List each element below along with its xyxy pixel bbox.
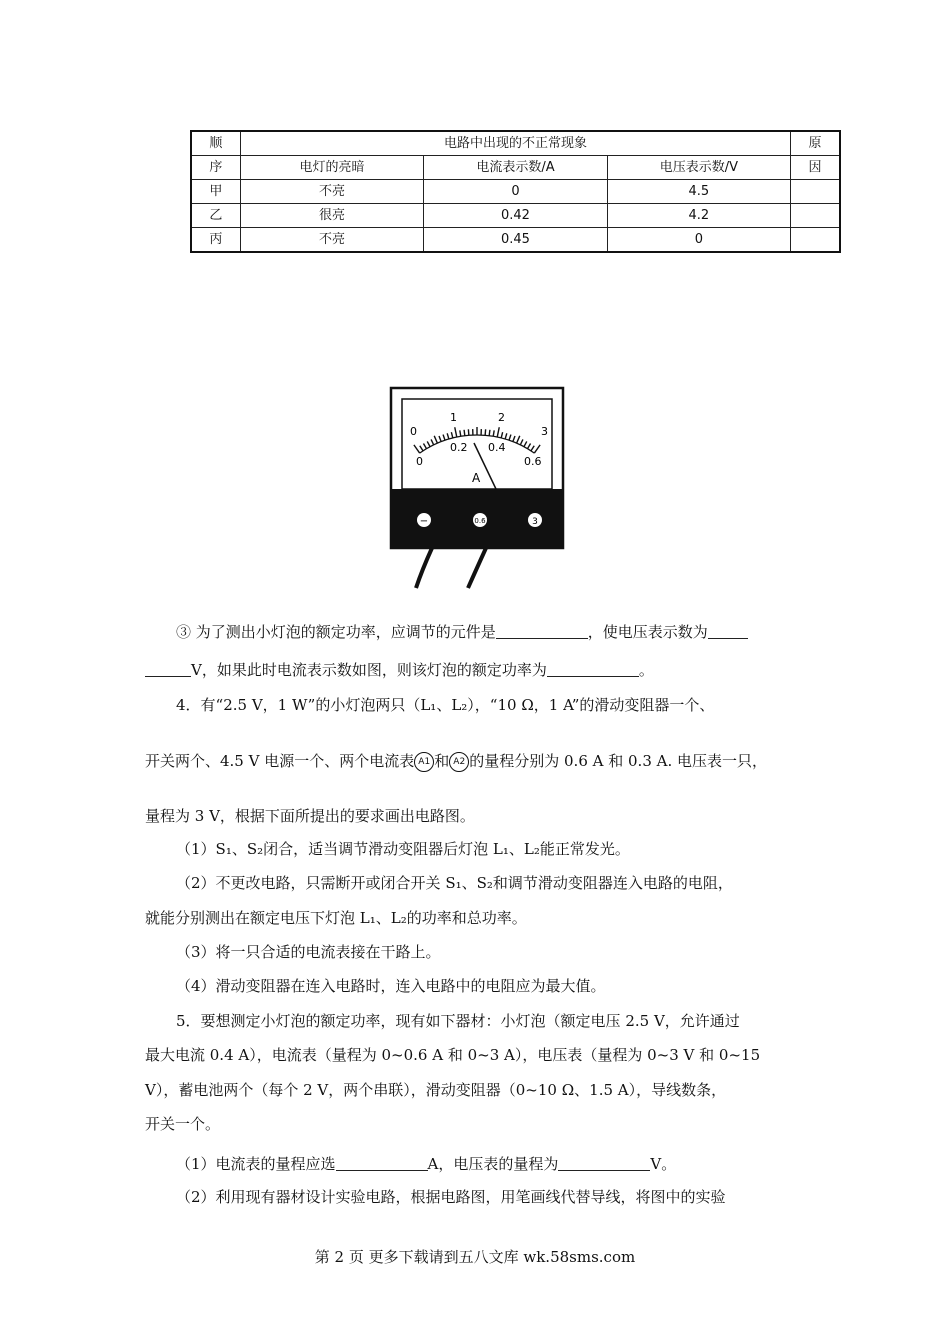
row-label: 甲 bbox=[191, 180, 240, 204]
scale-tick bbox=[460, 430, 461, 436]
q3-line-1: ③ 为了测出小灯泡的额定功率，应调节的元件是 ，使电压表示数为 bbox=[176, 622, 846, 642]
row-label: 丙 bbox=[191, 228, 240, 253]
lead-wire-right bbox=[468, 548, 486, 588]
q4-item-1: （1）S₁、S₂闭合，适当调节滑动变阻器后灯泡 L₁、L₂能正常发光。 bbox=[176, 840, 630, 858]
scale-tick bbox=[489, 430, 490, 436]
q5-item-1: （1）电流表的量程应选 A，电压表的量程为 V。 bbox=[176, 1155, 677, 1173]
subheader-voltage: 电压表示数/V bbox=[607, 156, 790, 180]
answer-blank[interactable] bbox=[145, 662, 191, 677]
bottom-scale-label-2: 0.4 bbox=[488, 441, 506, 454]
fault-table bbox=[190, 130, 841, 253]
table-header-row bbox=[191, 131, 840, 156]
top-scale-label-1: 1 bbox=[450, 411, 457, 424]
q5-line-2: 最大电流 0.4 A），电流表（量程为 0~0.6 A 和 0~3 A），电压表（量程为 0~3 V 和 0~15 bbox=[145, 1046, 761, 1064]
reason-header-2: 因 bbox=[791, 156, 840, 180]
cell-brightness: 不亮 bbox=[240, 228, 423, 253]
meter-unit-label: A bbox=[472, 471, 481, 485]
subheader-current: 电流表示数/A bbox=[424, 156, 607, 180]
top-scale-label-3: 3 bbox=[541, 425, 548, 438]
q4-line-2: 开关两个、4.5 V 电源一个、两个电流表 A1 和 A2 的量程分别为 0.6 A 和 0.3 A. 电压表一只， bbox=[145, 752, 768, 770]
q3-line-2: V，如果此时电流表示数如图，则该灯泡的额定功率为 。 bbox=[145, 660, 815, 680]
group-header: 电路中出现的不正常现象 bbox=[240, 131, 790, 156]
cell-current: 0.42 bbox=[424, 204, 607, 228]
answer-blank[interactable] bbox=[547, 662, 639, 677]
top-scale-label-0: 0 bbox=[410, 425, 417, 438]
q5-line-3: V），蓄电池两个（每个 2 V，两个串联），滑动变阻器（0~10 Ω、1.5 A），导线数条， bbox=[145, 1081, 727, 1099]
bottom-scale-label-0: 0 bbox=[416, 455, 423, 468]
page-footer: 第 2 页 更多下载请到五八文库 wk.58sms.com bbox=[314, 1248, 636, 1266]
order-header-2: 序 bbox=[191, 156, 240, 180]
cell-current: 0.45 bbox=[424, 228, 607, 253]
q5-line-4: 开关一个。 bbox=[145, 1115, 221, 1133]
subheader-brightness: 电灯的亮暗 bbox=[240, 156, 423, 180]
answer-blank[interactable] bbox=[708, 624, 748, 639]
answer-blank[interactable] bbox=[496, 624, 588, 639]
reason-header: 原 bbox=[791, 131, 840, 156]
cell-reason bbox=[791, 180, 840, 204]
q4-line-1: 4．有“2.5 V，1 W”的小灯泡两只（L₁、L₂），“10 Ω，1 A”的滑动变阻器一个、 bbox=[176, 696, 715, 714]
answer-blank[interactable] bbox=[558, 1156, 650, 1171]
answer-blank[interactable] bbox=[336, 1156, 428, 1171]
scale-tick bbox=[493, 430, 494, 436]
q5-item-2: （2）利用现有器材设计实验电路，根据电路图，用笔画线代替导线，将图中的实验 bbox=[176, 1188, 726, 1206]
ammeter-a2-icon: A2 bbox=[449, 752, 469, 772]
order-header: 顺 bbox=[191, 131, 240, 156]
terminal-label-3: 3 bbox=[532, 517, 538, 527]
row-label: 乙 bbox=[191, 204, 240, 228]
terminal-label-0.6: 0.6 bbox=[474, 517, 486, 525]
q4-item-3: （3）将一只合适的电流表接在干路上。 bbox=[176, 943, 441, 961]
q4-item-4: （4）滑动变阻器在连入电路时，连入电路中的电阻应为最大值。 bbox=[176, 977, 606, 995]
q4-line-3: 量程为 3 V，根据下面所提出的要求画出电路图。 bbox=[145, 807, 475, 825]
table-row bbox=[191, 204, 840, 228]
q4-item-2b: 就能分别测出在额定电压下灯泡 L₁、L₂的功率和总功率。 bbox=[145, 909, 527, 927]
q4-item-2a: （2）不更改电路，只需断开或闭合开关 S₁、S₂和调节滑动变阻器连入电路的电阻， bbox=[176, 874, 733, 892]
cell-voltage: 0 bbox=[607, 228, 790, 253]
cell-reason bbox=[791, 204, 840, 228]
terminal-label-negative: − bbox=[419, 516, 429, 527]
top-scale-label-2: 2 bbox=[498, 411, 505, 424]
cell-brightness: 很亮 bbox=[240, 204, 423, 228]
bottom-scale-label-3: 0.6 bbox=[524, 455, 542, 468]
table-row bbox=[191, 228, 840, 253]
cell-reason bbox=[791, 228, 840, 253]
scale-tick bbox=[464, 430, 465, 436]
table-subheader-row bbox=[191, 156, 840, 180]
cell-current: 0 bbox=[424, 180, 607, 204]
q5-line-1: 5．要想测定小灯泡的额定功率，现有如下器材：小灯泡（额定电压 2.5 V，允许通过 bbox=[176, 1012, 740, 1030]
lead-wire-left bbox=[416, 548, 432, 588]
table-row bbox=[191, 180, 840, 204]
ammeter-a1-icon: A1 bbox=[414, 752, 434, 772]
cell-voltage: 4.5 bbox=[607, 180, 790, 204]
cell-brightness: 不亮 bbox=[240, 180, 423, 204]
bottom-scale-label-1: 0.2 bbox=[450, 441, 468, 454]
cell-voltage: 4.2 bbox=[607, 204, 790, 228]
ammeter-figure bbox=[388, 385, 568, 590]
